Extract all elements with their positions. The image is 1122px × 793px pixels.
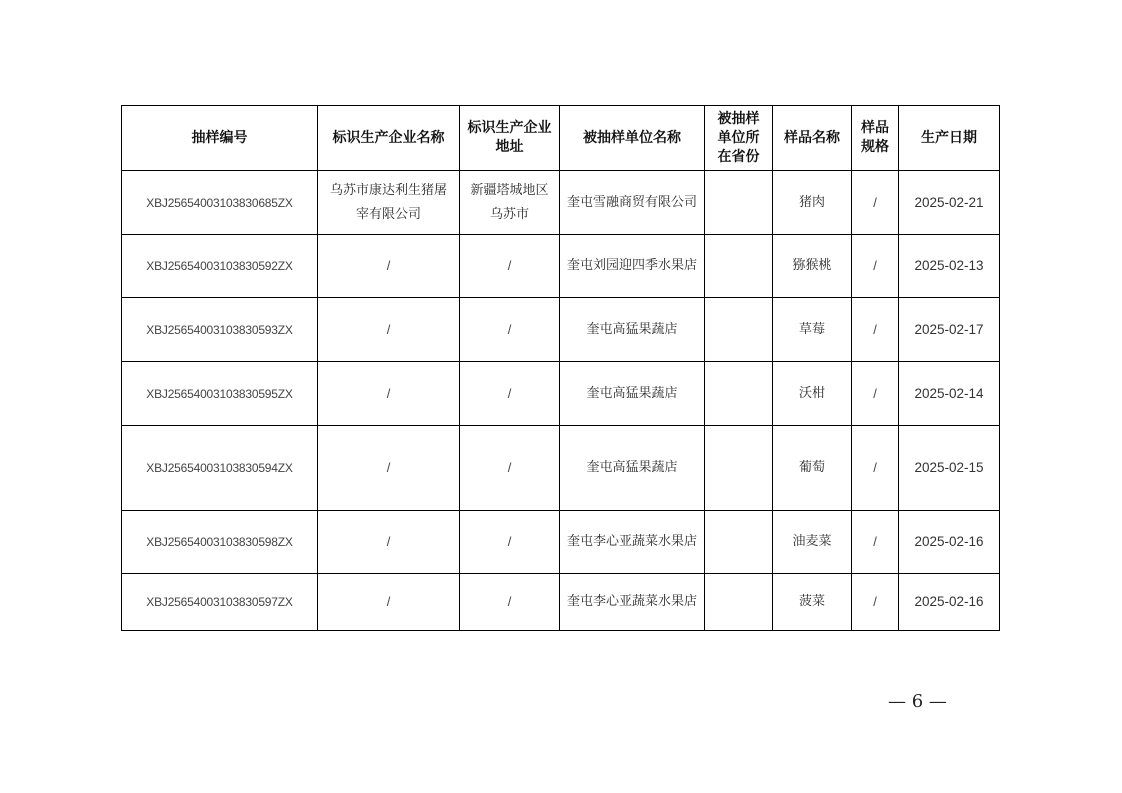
cell-sample-name: 油麦菜 xyxy=(773,511,852,574)
table-row xyxy=(122,511,1000,574)
cell-producer-name: / xyxy=(318,362,460,426)
cell-producer-name: / xyxy=(318,298,460,362)
header-producer-name: 标识生产企业名称 xyxy=(318,106,460,171)
cell-producer-address: / xyxy=(460,298,560,362)
cell-producer-address: / xyxy=(460,362,560,426)
cell-sample-code: XBJ25654003103830597ZX xyxy=(122,574,318,631)
cell-sample-spec: / xyxy=(852,171,899,235)
cell-sample-name: 猪肉 xyxy=(773,171,852,235)
table-row xyxy=(122,298,1000,362)
header-province: 被抽样单位所在省份 xyxy=(705,106,773,171)
table-row xyxy=(122,171,1000,235)
header-sample-code: 抽样编号 xyxy=(122,106,318,171)
cell-sampled-unit: 奎屯雪融商贸有限公司 xyxy=(560,171,705,235)
cell-province xyxy=(705,235,773,298)
cell-sampled-unit: 奎屯李心亚蔬菜水果店 xyxy=(560,511,705,574)
header-production-date: 生产日期 xyxy=(899,106,1000,171)
cell-production-date: 2025-02-17 xyxy=(899,298,1000,362)
cell-sampled-unit: 奎屯高猛果蔬店 xyxy=(560,298,705,362)
cell-sample-name: 菠菜 xyxy=(773,574,852,631)
table-row xyxy=(122,574,1000,631)
cell-producer-name: / xyxy=(318,511,460,574)
cell-province xyxy=(705,426,773,511)
cell-production-date: 2025-02-15 xyxy=(899,426,1000,511)
cell-sampled-unit: 奎屯高猛果蔬店 xyxy=(560,362,705,426)
page-number: — 6 — xyxy=(888,691,947,712)
cell-sample-code: XBJ25654003103830592ZX xyxy=(122,235,318,298)
cell-producer-address: / xyxy=(460,235,560,298)
cell-production-date: 2025-02-16 xyxy=(899,511,1000,574)
table-header-row xyxy=(122,106,1000,171)
cell-producer-address: / xyxy=(460,426,560,511)
cell-production-date: 2025-02-21 xyxy=(899,171,1000,235)
cell-province xyxy=(705,511,773,574)
cell-sample-spec: / xyxy=(852,298,899,362)
table-row xyxy=(122,426,1000,511)
cell-sample-code: XBJ25654003103830685ZX xyxy=(122,171,318,235)
cell-sample-code: XBJ25654003103830595ZX xyxy=(122,362,318,426)
cell-producer-address: / xyxy=(460,511,560,574)
header-sample-spec: 样品规格 xyxy=(852,106,899,171)
cell-producer-address: 新疆塔城地区乌苏市 xyxy=(460,171,560,235)
table-row xyxy=(122,235,1000,298)
cell-production-date: 2025-02-13 xyxy=(899,235,1000,298)
header-sampled-unit: 被抽样单位名称 xyxy=(560,106,705,171)
cell-sample-spec: / xyxy=(852,574,899,631)
cell-sample-code: XBJ25654003103830598ZX xyxy=(122,511,318,574)
cell-sample-spec: / xyxy=(852,426,899,511)
cell-sampled-unit: 奎屯刘园迎四季水果店 xyxy=(560,235,705,298)
cell-province xyxy=(705,171,773,235)
cell-sample-code: XBJ25654003103830594ZX xyxy=(122,426,318,511)
cell-province xyxy=(705,298,773,362)
cell-sample-name: 沃柑 xyxy=(773,362,852,426)
cell-producer-name: / xyxy=(318,426,460,511)
cell-production-date: 2025-02-14 xyxy=(899,362,1000,426)
cell-province xyxy=(705,574,773,631)
cell-sampled-unit: 奎屯高猛果蔬店 xyxy=(560,426,705,511)
cell-producer-name: / xyxy=(318,574,460,631)
cell-producer-address: / xyxy=(460,574,560,631)
cell-sample-name: 草莓 xyxy=(773,298,852,362)
cell-production-date: 2025-02-16 xyxy=(899,574,1000,631)
cell-sample-spec: / xyxy=(852,235,899,298)
cell-sample-spec: / xyxy=(852,511,899,574)
header-sample-name: 样品名称 xyxy=(773,106,852,171)
cell-sample-name: 猕猴桃 xyxy=(773,235,852,298)
header-producer-address: 标识生产企业地址 xyxy=(460,106,560,171)
cell-producer-name: / xyxy=(318,235,460,298)
cell-sampled-unit: 奎屯李心亚蔬菜水果店 xyxy=(560,574,705,631)
cell-sample-spec: / xyxy=(852,362,899,426)
sampling-results-table xyxy=(121,105,1000,631)
cell-sample-code: XBJ25654003103830593ZX xyxy=(122,298,318,362)
cell-sample-name: 葡萄 xyxy=(773,426,852,511)
cell-producer-name: 乌苏市康达利生猪屠宰有限公司 xyxy=(318,171,460,235)
cell-province xyxy=(705,362,773,426)
table-row xyxy=(122,362,1000,426)
